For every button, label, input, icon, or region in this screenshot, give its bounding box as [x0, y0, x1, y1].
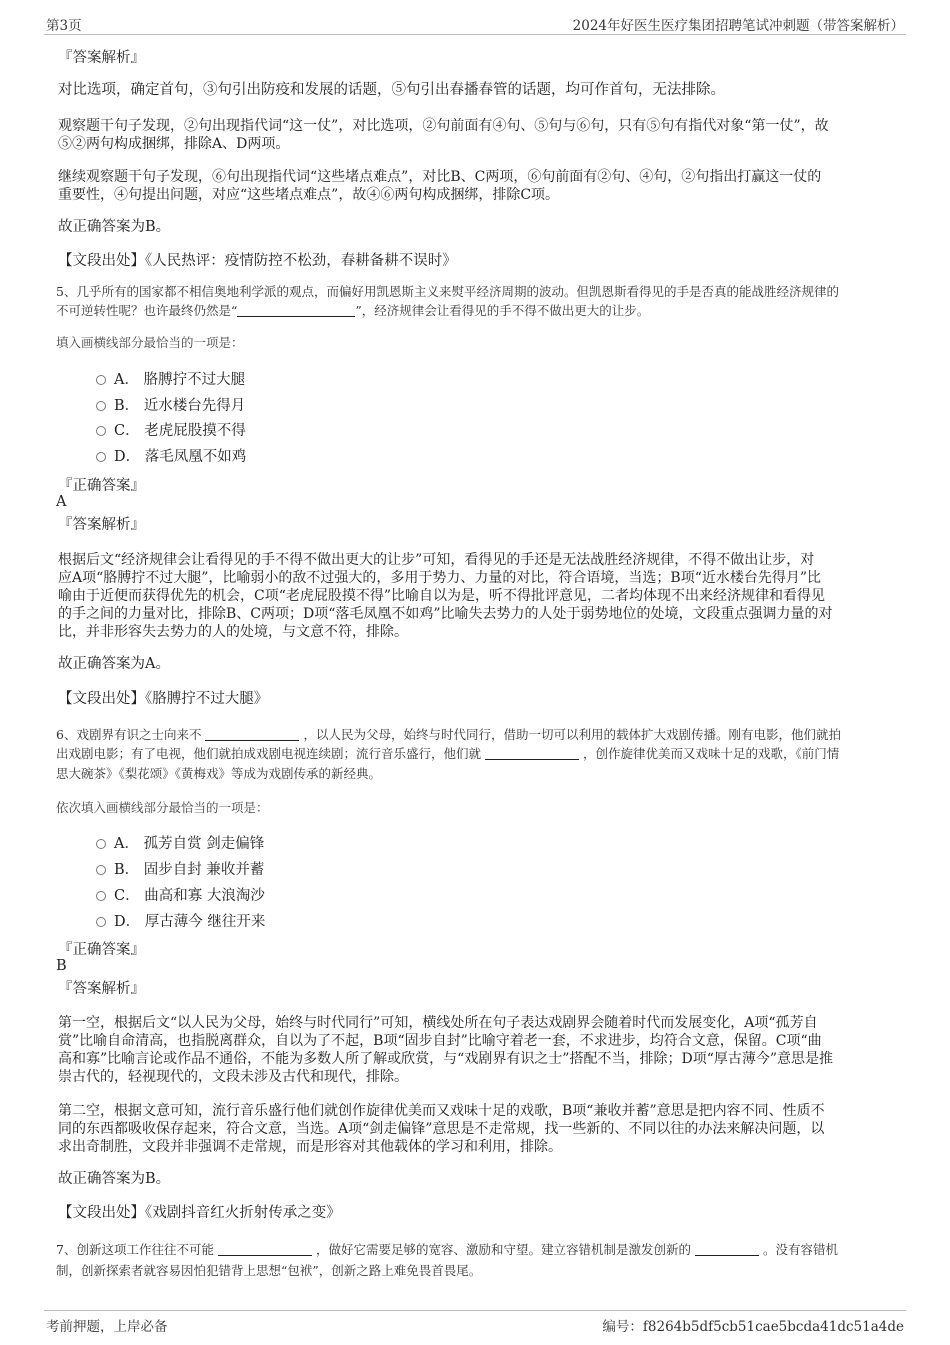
q6-correct-label: 『正确答案』 — [58, 942, 145, 958]
q5-analysis-line5: 比，并非形容失去势力的人的处境，与文意不符，排除。 — [58, 624, 408, 640]
q6-stem-line3: 思大碗茶》《梨花颂》《黄梅戏》等成为戏剧传承的新经典。 — [56, 766, 382, 781]
q6-analysis-label: 『答案解析』 — [58, 981, 145, 997]
q5-correct-answer: A — [56, 494, 67, 510]
q5-analysis-line4: 的手之间的力量对比，排除B、C两项；D项“落毛凤凰不如鸡”比喻失去势力的人处于弱势地位的处境，文段重点强调力量的对 — [58, 606, 833, 622]
q7-stem-line2: 制，创新探索者就容易因怕犯错背上思想“包袱”，创新之路上难免畏首畏尾。 — [56, 1263, 482, 1278]
document-code: 编号：f8264b5df5cb51cae5bcda41dc51a4de — [602, 1319, 904, 1335]
q5-option-c[interactable]: C． 老虎屁股摸不得 — [96, 421, 246, 441]
q4-analysis-label: 『答案解析』 — [58, 50, 145, 66]
q6-analysis2-line1: 第二空，根据文意可知，流行音乐盛行他们就创作旋律优美而又戏味十足的戏歌，B项“兼收并蓄”意思是把内容不同、性质不 — [58, 1103, 825, 1119]
q5-analysis-line3: 喻由于近便而获得优先的机会，C项“老虎屁股摸不得”比喻自以为是，听不得批评意见，二者均体现不出来经济规律和看得见 — [58, 588, 826, 604]
q4-analysis-para1: 对比选项，确定首句，③句引出防疫和发展的话题，⑤句引出春播春管的话题，均可作首句，无法排除。 — [58, 82, 725, 98]
page-header — [44, 12, 906, 35]
q6-stem-line1: 6、戏剧界有识之士向来不 ，以人民为父母，始终与时代同行，借助一切可以利用的载体扩大戏剧传播。刚有电影，他们就拍 — [56, 727, 841, 742]
footer-slogan: 考前押题，上岸必备 — [46, 1319, 168, 1335]
radio-icon[interactable] — [96, 452, 106, 462]
radio-icon[interactable] — [96, 839, 106, 849]
radio-icon[interactable] — [96, 426, 106, 436]
q6-analysis1-line1: 第一空，根据后文“以人民为父母，始终与时代同行”可知，横线处所在句子表达戏剧界会随着时代而发展变化，A项“孤芳自 — [58, 1015, 818, 1031]
q7-blank-1 — [218, 1241, 312, 1256]
page-number: 第3页 — [46, 18, 82, 34]
q5-source: 【文段出处】《胳膊拧不过大腿》 — [58, 691, 269, 707]
q6-blank-2 — [485, 745, 579, 760]
q5-stem-line2: 不可逆转性呢？也许最终仍然是“ ”，经济规律会让看得见的手不得不做出更大的让步。 — [56, 303, 650, 318]
q7-blank-2 — [695, 1241, 759, 1256]
q6-option-b[interactable]: B． 固步自封 兼收并蓄 — [96, 860, 264, 880]
radio-icon[interactable] — [96, 917, 106, 927]
q6-stem-line2: 出戏剧电影；有了电视，他们就拍成戏剧电视连续剧；流行音乐盛行，他们就 ，创作旋律优美而又戏味十足的戏歌，《前门情 — [56, 746, 840, 761]
q4-analysis-para2-line1: 观察题干句子发现，②句出现指代词“这一仗”，对比选项，②句前面有④句、⑤句与⑥句，只有⑤句有指代对象“第一仗”，故 — [58, 118, 829, 134]
q5-option-d[interactable]: D． 落毛凤凰不如鸡 — [96, 447, 246, 467]
q5-option-b[interactable]: B． 近水楼台先得月 — [96, 396, 245, 416]
q7-stem-line1: 7、创新这项工作往往不可能 ，做好它需要足够的宽容、激励和守望。建立容错机制是激发创新的 。没有容错机 — [56, 1242, 838, 1257]
document-title: 2024年好医生医疗集团招聘笔试冲刺题（带答案解析） — [572, 18, 904, 34]
page-footer — [44, 1310, 906, 1333]
radio-icon[interactable] — [96, 891, 106, 901]
q5-correct-label: 『正确答案』 — [58, 478, 145, 494]
q5-stem-line1: 5、几乎所有的国家都不相信奥地利学派的观点，而偏好用凯恩斯主义来熨平经济周期的波动。但凯恩斯看得见的手是否真的能战胜经济规律的 — [56, 284, 839, 299]
q5-conclusion: 故正确答案为A。 — [58, 656, 170, 672]
q5-analysis-line1: 根据后文“经济规律会让看得见的手不得不做出更大的让步”可知，看得见的手还是无法战胜经济规律，不得不做出让步，对 — [58, 552, 815, 568]
q6-source: 【文段出处】《戏剧抖音红火折射传承之变》 — [58, 1205, 341, 1221]
q5-blank — [237, 302, 355, 317]
q6-analysis2-line2: 同的东西都吸收保存起来，符合文意，当选。A项“剑走偏锋”意思是不走常规，找一些新的、不同以往的办法来解决问题，以 — [58, 1121, 825, 1137]
q6-analysis1-line3: 高和寡”比喻言论或作品不通俗，不能为多数人所了解或欣赏，与“戏剧界有识之士”搭配不当，排除；D项“厚古薄今”意思是推 — [58, 1051, 834, 1067]
q6-analysis1-line2: 赏”比喻自命清高，也指脱离群众，自以为了不起，B项“固步自封”比喻守着老一套，不求进步，均符合文意，保留。C项“曲 — [58, 1033, 822, 1049]
q4-analysis-para3-line2: 重要性，④句提出问题，对应“这些堵点难点”，故④⑥两句构成捆绑，排除C项。 — [58, 187, 560, 203]
q6-blank-1 — [205, 726, 299, 741]
q6-analysis1-line4: 崇古代的，轻视现代的，文段未涉及古代和现代，排除。 — [58, 1069, 408, 1085]
q6-option-d[interactable]: D． 厚古薄今 继往开来 — [96, 912, 265, 932]
q5-analysis-line2: 应A项“胳膊拧不过大腿”，比喻弱小的敌不过强大的，多用于势力、力量的对比，符合语境，当选；B项“近水楼台先得月”比 — [58, 570, 822, 586]
q5-analysis-label: 『答案解析』 — [58, 517, 145, 533]
q6-correct-answer: B — [56, 958, 67, 974]
radio-icon[interactable] — [96, 401, 106, 411]
q6-conclusion: 故正确答案为B。 — [58, 1171, 171, 1187]
q6-option-a[interactable]: A． 孤芳自赏 剑走偏锋 — [96, 834, 264, 854]
q4-analysis-para2-line2: ⑤②两句构成捆绑，排除A、D两项。 — [58, 136, 290, 152]
q4-source: 【文段出处】《人民热评：疫情防控不松劲，春耕备耕不误时》 — [58, 253, 457, 269]
q6-option-c[interactable]: C． 曲高和寡 大浪淘沙 — [96, 886, 265, 906]
radio-icon[interactable] — [96, 375, 106, 385]
q4-analysis-para3-line1: 继续观察题干句子发现，⑥句出现指代词“这些堵点难点”，对比B、C两项，⑥句前面有②句、④句，②句指出打赢这一仗的 — [58, 169, 822, 185]
q4-conclusion: 故正确答案为B。 — [58, 219, 171, 235]
q5-instruction: 填入画横线部分最恰当的一项是： — [56, 335, 244, 350]
radio-icon[interactable] — [96, 865, 106, 875]
q5-option-a[interactable]: A． 胳膊拧不过大腿 — [96, 370, 245, 390]
q6-instruction: 依次填入画横线部分最恰当的一项是： — [56, 800, 269, 815]
q6-analysis2-line3: 求出奇制胜，文段并非强调不走常规，而是形容对其他载体的学习和利用，排除。 — [58, 1139, 562, 1155]
